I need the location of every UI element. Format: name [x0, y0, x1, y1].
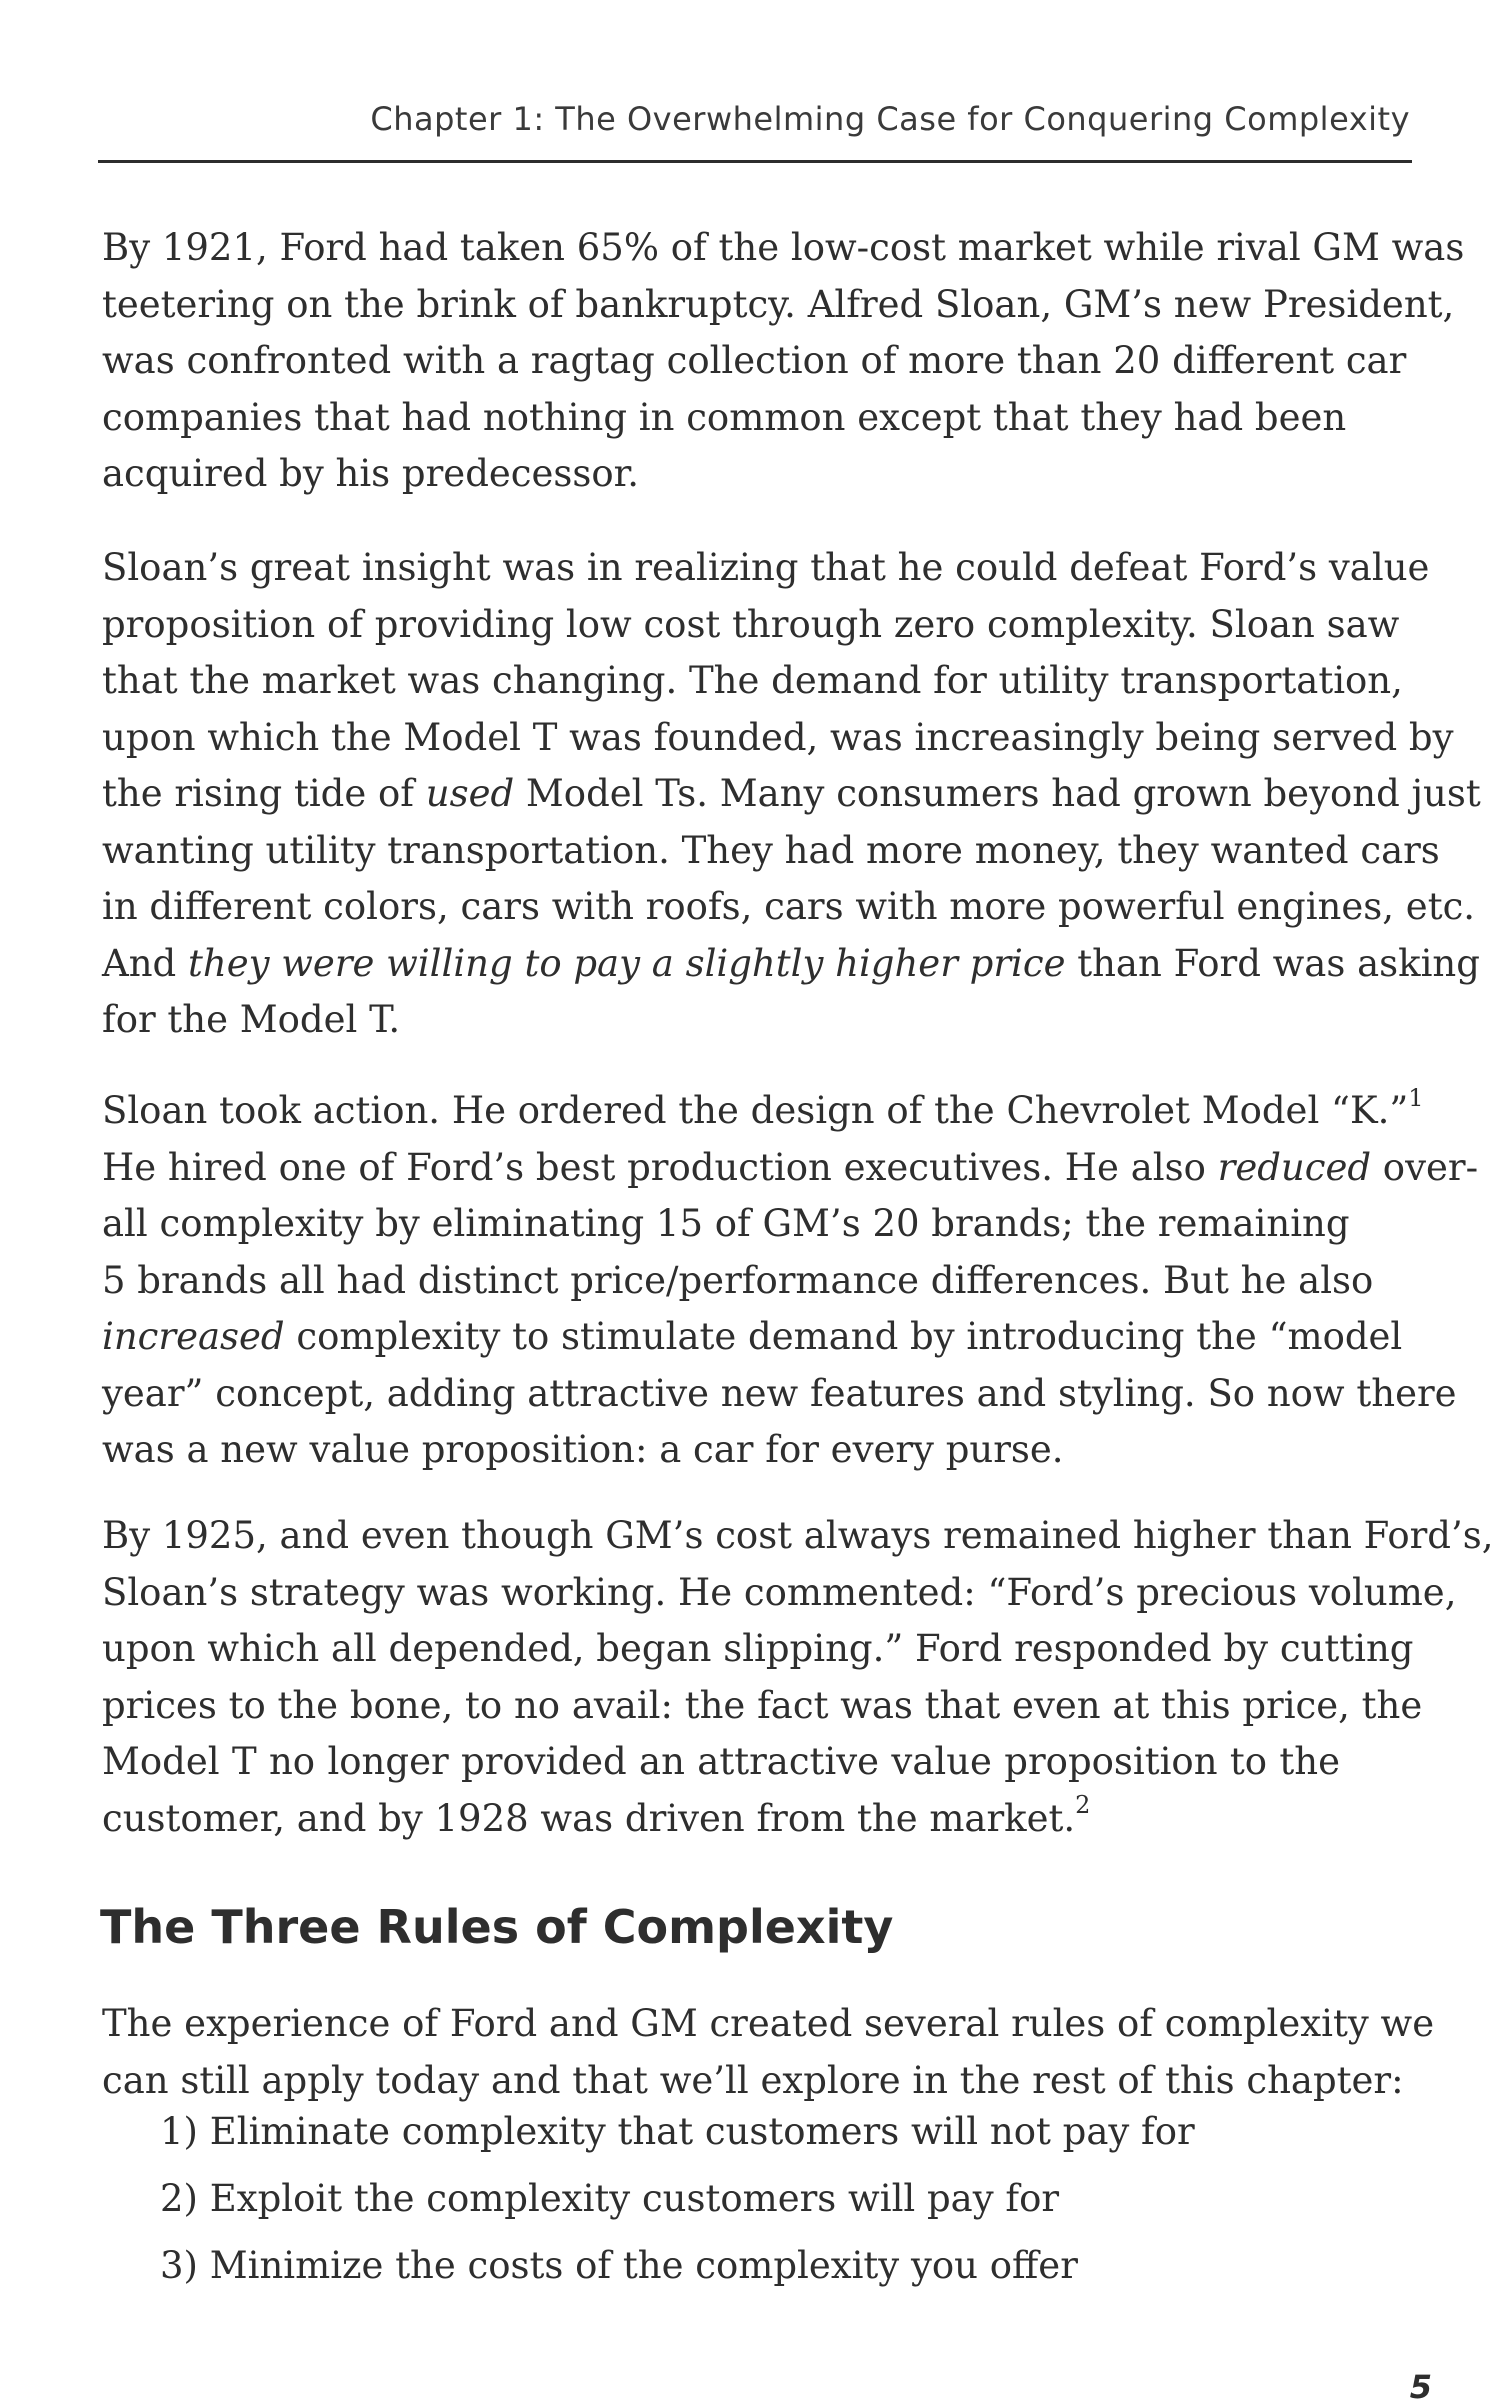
footnote-ref-2[interactable]: 2: [1075, 1791, 1091, 1820]
paragraph-2: [102, 540, 1481, 1049]
text-line: acquired by his predecessor.: [102, 452, 640, 495]
paragraph-3: [102, 1083, 1479, 1479]
page-number: 5: [1409, 2368, 1432, 2406]
text-line: [102, 936, 1480, 993]
text-line: proposition of providing low cost through zero complexity. Sloan saw: [102, 602, 1400, 646]
text-line: in different colors, cars with roofs, cars with more powerful engines, etc.: [102, 885, 1476, 928]
list-item: 2) Exploit the complexity customers will pay for: [160, 2177, 1060, 2220]
text-line: By 1921, Ford had taken 65% of the low-cost market while rival GM was: [102, 226, 1465, 269]
text-line: year” concept, adding attractive new features and styling. So now there: [102, 1371, 1457, 1415]
list-item: 3) Minimize the costs of the complexity you offer: [160, 2244, 1078, 2287]
text-run: customer, and by 1928 was driven from the market.: [102, 1796, 1076, 1840]
text-line: companies that had nothing in common except that they had been: [102, 395, 1347, 439]
text-line: By 1925, and even though GM’s cost always remained higher than Ford’s,: [102, 1514, 1494, 1557]
text-line: was a new value proposition: a car for every purse.: [102, 1428, 1064, 1471]
emphasis-willing-to-pay: they were willing to pay a slightly higher price: [188, 941, 1066, 985]
text-run: than Ford was asking: [1065, 941, 1480, 985]
paragraph-1: [102, 220, 1465, 503]
text-run: Model Ts. Many consumers had grown beyond just: [514, 772, 1481, 815]
text-line: wanting utility transportation. They had more money, they wanted cars: [102, 828, 1440, 872]
text-line: [102, 1791, 1340, 1848]
footnote-ref-1[interactable]: 1: [1408, 1083, 1424, 1112]
text-line: for the Model T.: [102, 998, 401, 1041]
text-run: Sloan took action. He ordered the design of the Chevrolet Model “K.”: [102, 1089, 1409, 1132]
text-line: all complexity by eliminating 15 of GM’s 20 brands; the remaining: [102, 1202, 1350, 1245]
text-line: prices to the bone, to no avail: the fact was that even at this price, the: [102, 1683, 1423, 1727]
text-line: Sloan’s great insight was in realizing that he could defeat Ford’s value: [102, 546, 1430, 589]
list-item: 1) Eliminate complexity that customers will not pay for: [160, 2110, 1195, 2153]
text-run: He hired one of Ford’s best production executives. He also: [102, 1145, 1218, 1189]
emphasis-reduced: reduced: [1217, 1145, 1372, 1189]
text-run: And: [102, 941, 188, 985]
text-line: [102, 1309, 1403, 1366]
text-run: complexity to stimulate demand by introducing the “model: [284, 1315, 1403, 1358]
text-line: Model T no longer provided an attractive value proposition to the: [102, 1740, 1340, 1783]
text-line: Sloan’s strategy was working. He commented: “Ford’s precious volume,: [102, 1570, 1457, 1614]
text-line: [102, 1083, 1424, 1140]
text-line: upon which all depended, began slipping.” Ford responded by cutting: [102, 1627, 1414, 1670]
text-line: can still apply today and that we’ll explore in the rest of this chapter:: [102, 2058, 1404, 2102]
text-line: upon which the Model T was founded, was increasingly being served by: [102, 715, 1454, 759]
text-line: teetering on the brink of bankruptcy. Alfred Sloan, GM’s new President,: [102, 282, 1455, 326]
emphasis-used: used: [425, 772, 515, 815]
text-line: was confronted with a ragtag collection of more than 20 different car: [102, 339, 1407, 382]
paragraph-5: [102, 1996, 1435, 2109]
text-run: the rising tide of: [102, 772, 426, 815]
header-rule: [98, 160, 1412, 163]
section-heading: The Three Rules of Complexity: [100, 1900, 894, 1954]
text-line: [102, 1140, 1479, 1197]
text-line: 5 brands all had distinct price/performance differences. But he also: [102, 1258, 1374, 1302]
text-run: over-: [1371, 1145, 1479, 1189]
text-line: that the market was changing. The demand for utility transportation,: [102, 659, 1403, 702]
paragraph-4: [102, 1508, 1494, 1847]
text-line: The experience of Ford and GM created several rules of complexity we: [102, 2002, 1435, 2045]
text-line: [102, 766, 1481, 823]
rules-list: [160, 2104, 1195, 2305]
running-header: Chapter 1: The Overwhelming Case for Conquering Complexity: [370, 100, 1410, 138]
emphasis-increased: increased: [102, 1315, 285, 1358]
